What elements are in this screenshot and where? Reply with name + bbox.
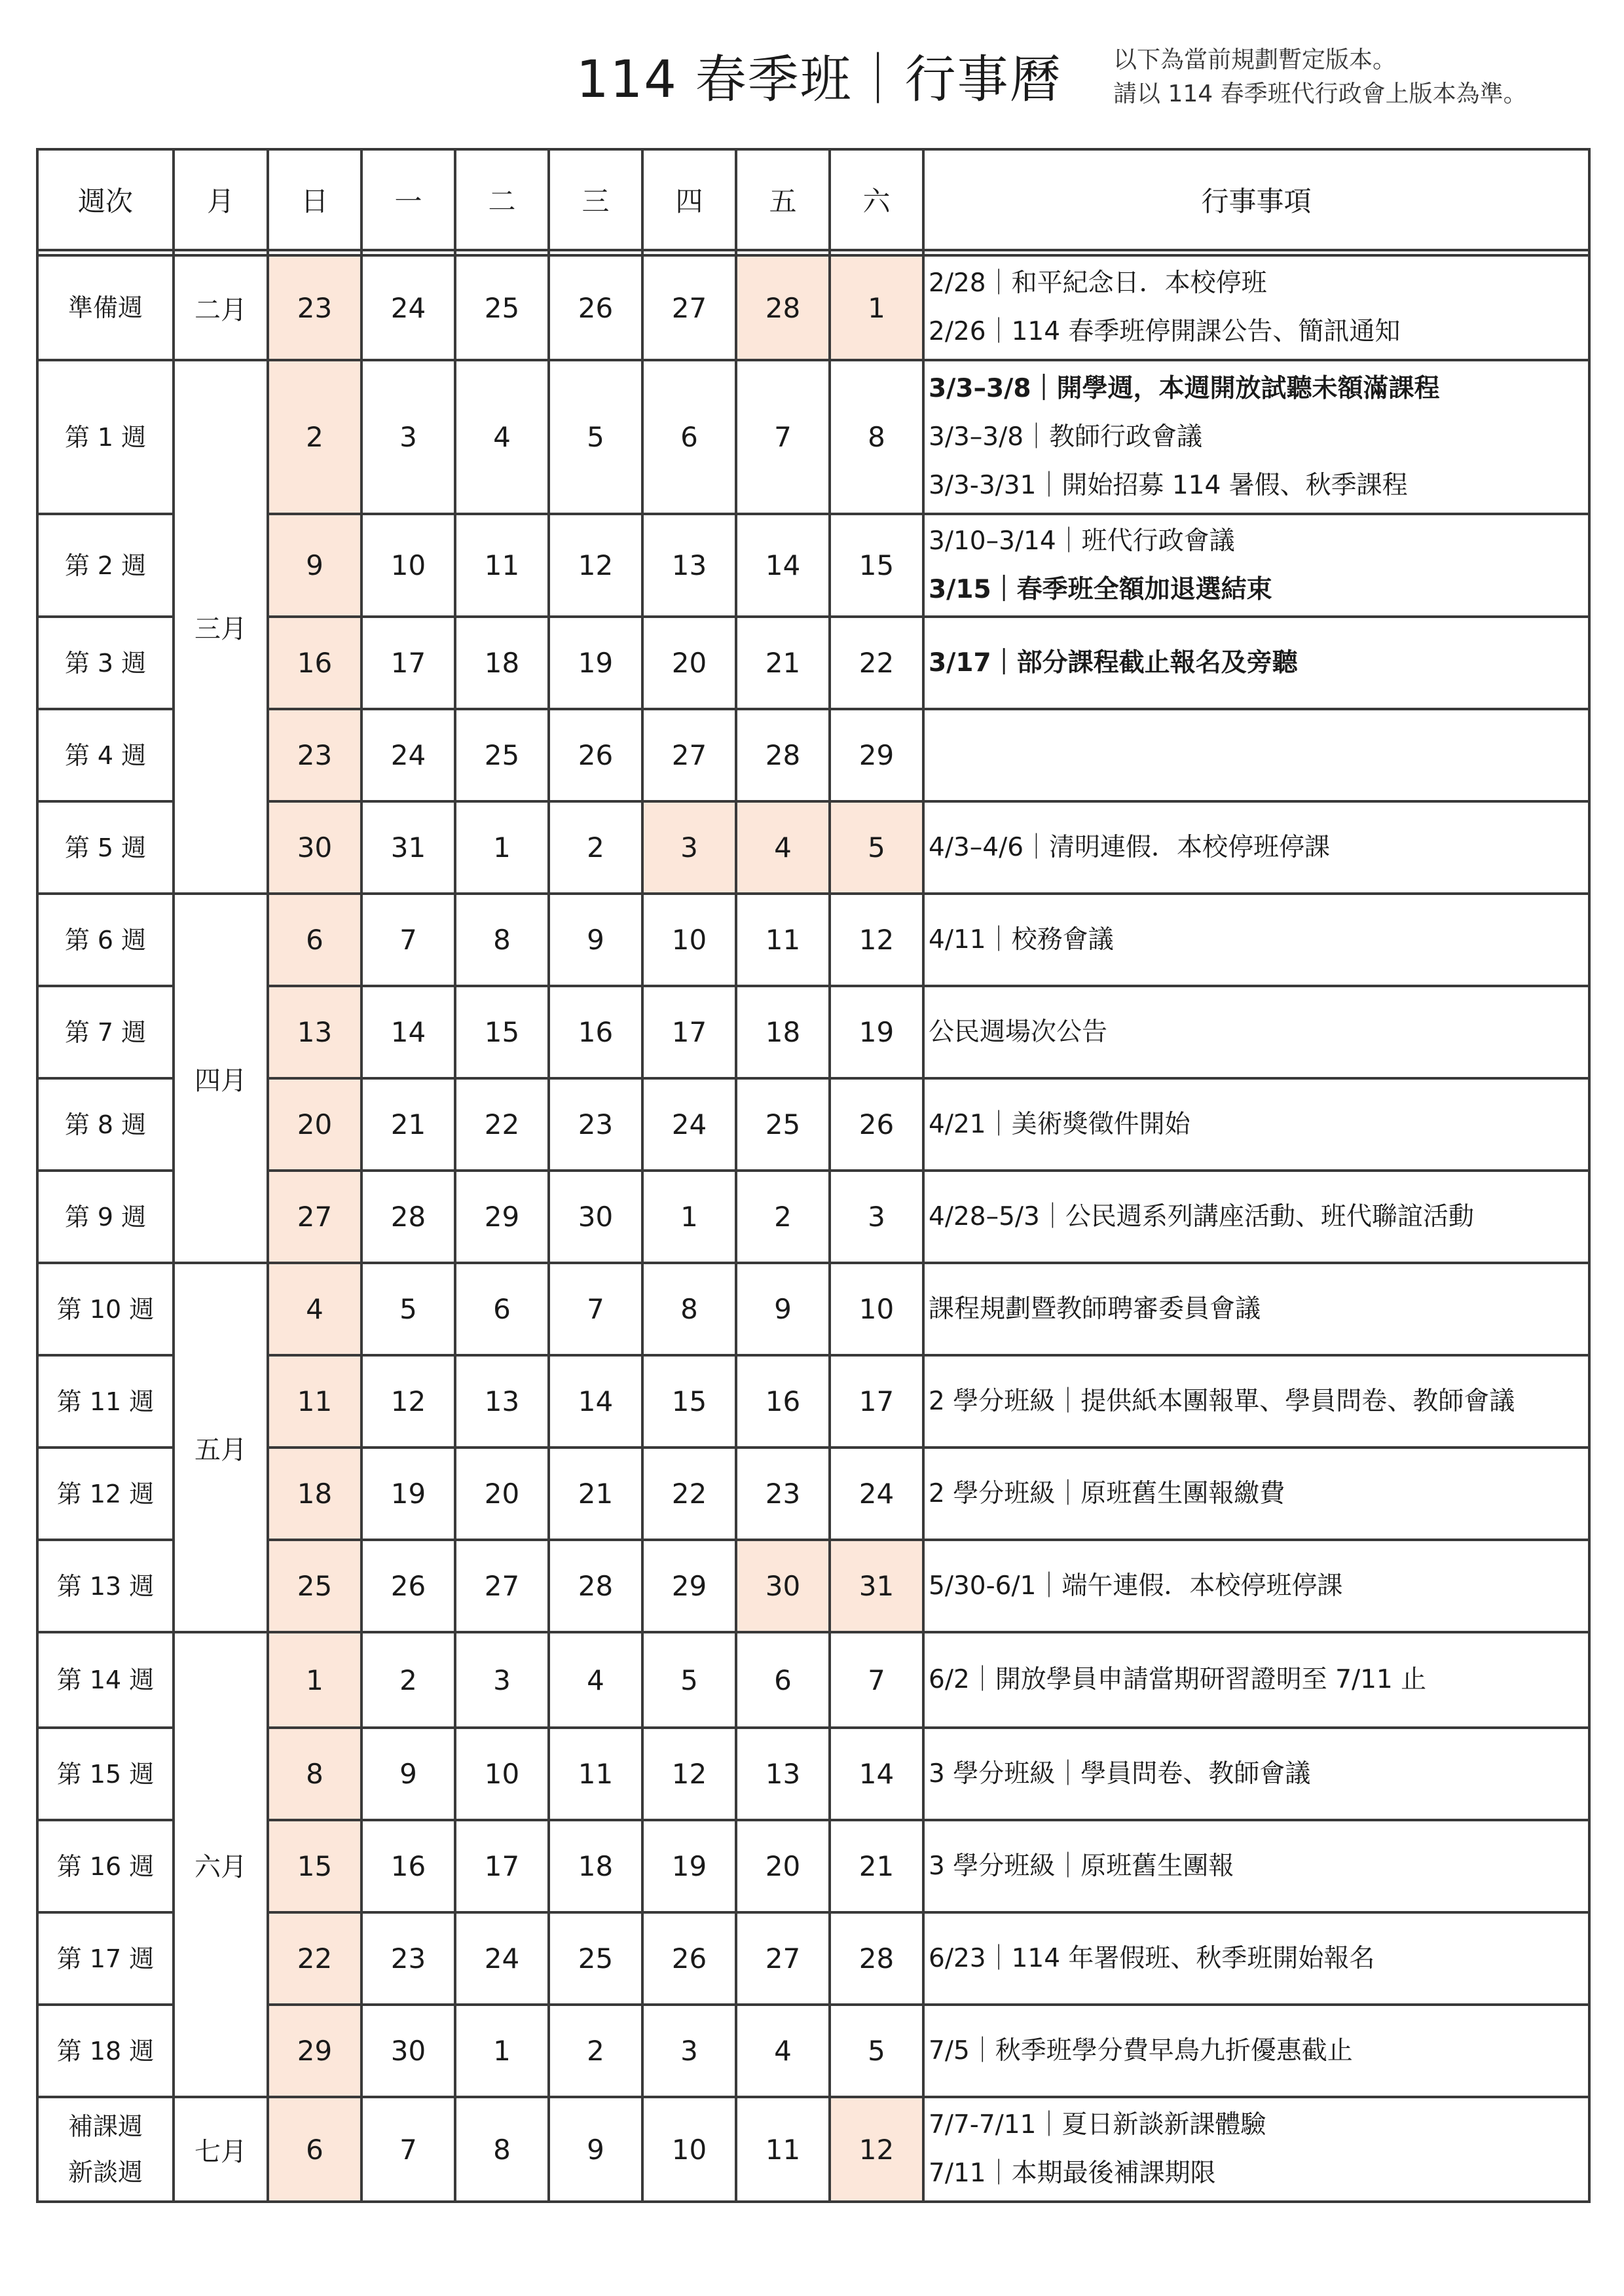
column-header: 四 xyxy=(642,149,736,250)
events-cell xyxy=(923,1078,1589,1171)
week-cell xyxy=(37,255,174,360)
event-item: 2/28｜和平紀念日．本校停班 xyxy=(929,268,1267,298)
day-cell: 4 xyxy=(455,360,549,514)
day-cell: 1 xyxy=(455,801,549,894)
week-label: 第 4 週 xyxy=(64,740,147,770)
week-label: 第 6 週 xyxy=(64,925,147,955)
day-cell: 29 xyxy=(268,2005,361,2097)
table-row xyxy=(37,1820,1589,1912)
event-item: 4/3–4/6｜清明連假．本校停班停課 xyxy=(929,832,1331,862)
column-header: 行事事項 xyxy=(923,149,1589,250)
day-cell: 1 xyxy=(642,1171,736,1263)
day-cell: 11 xyxy=(268,1355,361,1448)
table-row xyxy=(37,1632,1589,1728)
table-row xyxy=(37,360,1589,514)
events-cell xyxy=(923,1540,1589,1632)
day-cell: 26 xyxy=(549,709,642,801)
event-item: 3/3-3/31｜開始招募 114 暑假、秋季課程 xyxy=(929,470,1408,500)
event-item: 4/28–5/3｜公民週系列講座活動、班代聯誼活動 xyxy=(929,1201,1474,1231)
day-cell: 6 xyxy=(268,894,361,986)
table-row xyxy=(37,1728,1589,1820)
day-cell: 9 xyxy=(549,894,642,986)
day-cell: 5 xyxy=(549,360,642,514)
day-cell: 25 xyxy=(455,709,549,801)
table-row xyxy=(37,986,1589,1078)
week-cell xyxy=(37,986,174,1078)
day-cell: 8 xyxy=(455,894,549,986)
events-cell xyxy=(923,1820,1589,1912)
events-cell xyxy=(923,1728,1589,1820)
day-cell: 27 xyxy=(642,709,736,801)
table-row xyxy=(37,1263,1589,1355)
week-cell xyxy=(37,1263,174,1355)
day-cell: 8 xyxy=(642,1263,736,1355)
table-row xyxy=(37,255,1589,360)
day-cell: 23 xyxy=(549,1078,642,1171)
week-label: 第 3 週 xyxy=(64,648,147,678)
column-header: 三 xyxy=(549,149,642,250)
week-cell xyxy=(37,1171,174,1263)
day-cell: 16 xyxy=(361,1820,455,1912)
day-cell: 1 xyxy=(830,255,923,360)
week-cell xyxy=(37,1448,174,1540)
events-cell xyxy=(923,2005,1589,2097)
events-cell xyxy=(923,1448,1589,1540)
day-cell: 15 xyxy=(455,986,549,1078)
week-label: 第 11 週 xyxy=(56,1387,155,1416)
day-cell: 24 xyxy=(642,1078,736,1171)
day-cell: 21 xyxy=(549,1448,642,1540)
event-item: 公民週場次公告 xyxy=(929,1017,1108,1047)
day-cell: 2 xyxy=(549,801,642,894)
table-row xyxy=(37,1078,1589,1171)
week-cell xyxy=(37,2097,174,2202)
event-item: 課程規劃暨教師聘審委員會議 xyxy=(929,1294,1261,1324)
week-label: 補課週 xyxy=(67,2112,143,2141)
table-row xyxy=(37,1448,1589,1540)
day-cell: 4 xyxy=(549,1632,642,1728)
day-cell: 28 xyxy=(361,1171,455,1263)
table-row xyxy=(37,514,1589,617)
day-cell: 25 xyxy=(455,255,549,360)
day-cell: 27 xyxy=(455,1540,549,1632)
day-cell: 27 xyxy=(736,1912,830,2005)
day-cell: 1 xyxy=(268,1632,361,1728)
day-cell: 7 xyxy=(830,1632,923,1728)
column-header: 週次 xyxy=(37,149,174,250)
month-cell: 三月 xyxy=(174,360,268,894)
day-cell: 24 xyxy=(830,1448,923,1540)
day-cell: 8 xyxy=(268,1728,361,1820)
events-cell xyxy=(923,1912,1589,2005)
event-item: 3 學分班級｜學員問卷、教師會議 xyxy=(929,1758,1311,1789)
month-cell: 七月 xyxy=(174,2097,268,2202)
week-label: 準備週 xyxy=(67,293,143,322)
column-header: 六 xyxy=(830,149,923,250)
day-cell: 9 xyxy=(736,1263,830,1355)
day-cell: 15 xyxy=(642,1355,736,1448)
day-cell: 7 xyxy=(549,1263,642,1355)
events-cell xyxy=(923,617,1589,709)
week-cell xyxy=(37,709,174,801)
header-row xyxy=(37,149,1589,250)
week-label: 第 7 週 xyxy=(64,1017,147,1047)
week-label: 第 18 週 xyxy=(56,2036,155,2066)
day-cell: 10 xyxy=(642,894,736,986)
week-label: 第 13 週 xyxy=(56,1571,155,1601)
events-cell xyxy=(923,709,1589,801)
day-cell: 3 xyxy=(455,1632,549,1728)
event-item: 4/21｜美術獎徵件開始 xyxy=(929,1109,1190,1139)
day-cell: 27 xyxy=(642,255,736,360)
day-cell: 19 xyxy=(830,986,923,1078)
day-cell: 1 xyxy=(455,2005,549,2097)
day-cell: 13 xyxy=(642,514,736,617)
day-cell: 3 xyxy=(642,801,736,894)
table-row xyxy=(37,1540,1589,1632)
day-cell: 24 xyxy=(361,255,455,360)
table-row xyxy=(37,1171,1589,1263)
version-note-line-1: 以下為當前規劃暫定版本。 xyxy=(1113,46,1397,73)
day-cell: 31 xyxy=(361,801,455,894)
day-cell: 8 xyxy=(830,360,923,514)
day-cell: 28 xyxy=(549,1540,642,1632)
week-label: 第 12 週 xyxy=(56,1479,155,1508)
day-cell: 14 xyxy=(549,1355,642,1448)
day-cell: 10 xyxy=(642,2097,736,2202)
day-cell: 15 xyxy=(830,514,923,617)
day-cell: 12 xyxy=(642,1728,736,1820)
day-cell: 10 xyxy=(830,1263,923,1355)
event-item: 3/3–3/8｜教師行政會議 xyxy=(929,422,1203,452)
day-cell: 5 xyxy=(361,1263,455,1355)
day-cell: 9 xyxy=(268,514,361,617)
version-note xyxy=(1113,43,1527,111)
day-cell: 6 xyxy=(268,2097,361,2202)
events-cell xyxy=(923,986,1589,1078)
day-cell: 26 xyxy=(361,1540,455,1632)
day-cell: 16 xyxy=(736,1355,830,1448)
day-cell: 5 xyxy=(830,801,923,894)
event-item: 3/10–3/14｜班代行政會議 xyxy=(929,526,1235,556)
day-cell: 10 xyxy=(455,1728,549,1820)
column-header: 二 xyxy=(455,149,549,250)
day-cell: 6 xyxy=(455,1263,549,1355)
day-cell: 7 xyxy=(736,360,830,514)
day-cell: 6 xyxy=(642,360,736,514)
week-label: 第 2 週 xyxy=(64,551,147,580)
event-item: 7/11｜本期最後補課期限 xyxy=(929,2159,1216,2188)
month-cell: 五月 xyxy=(174,1263,268,1632)
day-cell: 20 xyxy=(455,1448,549,1540)
event-item: 2 學分班級｜原班舊生團報繳費 xyxy=(929,1478,1285,1508)
day-cell: 31 xyxy=(830,1540,923,1632)
day-cell: 21 xyxy=(736,617,830,709)
day-cell: 11 xyxy=(455,514,549,617)
day-cell: 11 xyxy=(736,2097,830,2202)
column-header: 五 xyxy=(736,149,830,250)
day-cell: 29 xyxy=(830,709,923,801)
event-item: 6/23｜114 年署假班、秋季班開始報名 xyxy=(929,1943,1375,1973)
day-cell: 3 xyxy=(830,1171,923,1263)
day-cell: 20 xyxy=(268,1078,361,1171)
day-cell: 16 xyxy=(549,986,642,1078)
event-item: 2 學分班級｜提供紙本團報單、學員問卷、教師會議 xyxy=(929,1386,1515,1416)
table-row xyxy=(37,801,1589,894)
day-cell: 16 xyxy=(268,617,361,709)
day-cell: 18 xyxy=(549,1820,642,1912)
table-row xyxy=(37,2005,1589,2097)
day-cell: 29 xyxy=(455,1171,549,1263)
day-cell: 17 xyxy=(455,1820,549,1912)
week-label: 第 8 週 xyxy=(64,1110,147,1139)
day-cell: 27 xyxy=(268,1171,361,1263)
day-cell: 30 xyxy=(736,1540,830,1632)
day-cell: 28 xyxy=(736,255,830,360)
day-cell: 24 xyxy=(361,709,455,801)
day-cell: 5 xyxy=(830,2005,923,2097)
event-item: 3/3–3/8｜開學週，本週開放試聽未額滿課程 xyxy=(929,373,1440,403)
day-cell: 18 xyxy=(455,617,549,709)
day-cell: 2 xyxy=(736,1171,830,1263)
day-cell: 18 xyxy=(736,986,830,1078)
column-header: 日 xyxy=(268,149,361,250)
day-cell: 18 xyxy=(268,1448,361,1540)
events-cell xyxy=(923,2097,1589,2202)
week-cell xyxy=(37,1728,174,1820)
event-item: 3 學分班級｜原班舊生團報 xyxy=(929,1851,1234,1881)
month-cell: 二月 xyxy=(174,255,268,360)
day-cell: 30 xyxy=(268,801,361,894)
week-cell xyxy=(37,2005,174,2097)
day-cell: 22 xyxy=(455,1078,549,1171)
day-cell: 24 xyxy=(455,1912,549,2005)
table-row xyxy=(37,1355,1589,1448)
day-cell: 17 xyxy=(361,617,455,709)
day-cell: 10 xyxy=(361,514,455,617)
table-row xyxy=(37,709,1589,801)
day-cell: 26 xyxy=(549,255,642,360)
events-cell xyxy=(923,1355,1589,1448)
day-cell: 22 xyxy=(642,1448,736,1540)
day-cell: 6 xyxy=(736,1632,830,1728)
day-cell: 12 xyxy=(361,1355,455,1448)
event-item: 3/15｜春季班全額加退選結束 xyxy=(929,574,1272,604)
day-cell: 20 xyxy=(642,617,736,709)
day-cell: 23 xyxy=(268,255,361,360)
day-cell: 21 xyxy=(361,1078,455,1171)
day-cell: 28 xyxy=(736,709,830,801)
day-cell: 15 xyxy=(268,1820,361,1912)
day-cell: 4 xyxy=(736,801,830,894)
week-cell xyxy=(37,360,174,514)
week-cell xyxy=(37,1632,174,1728)
event-item: 2/26｜114 春季班停開課公告、簡訊通知 xyxy=(929,317,1401,346)
day-cell: 17 xyxy=(642,986,736,1078)
week-cell xyxy=(37,1820,174,1912)
events-cell xyxy=(923,894,1589,986)
day-cell: 7 xyxy=(361,894,455,986)
table-row xyxy=(37,617,1589,709)
day-cell: 21 xyxy=(830,1820,923,1912)
day-cell: 22 xyxy=(268,1912,361,2005)
week-label: 第 15 週 xyxy=(56,1759,155,1789)
page-title: 114 春季班｜行事曆 xyxy=(576,50,1062,109)
header-spacer xyxy=(37,250,1589,255)
column-header: 月 xyxy=(174,149,268,250)
day-cell: 25 xyxy=(549,1912,642,2005)
event-item: 5/30-6/1｜端午連假．本校停班停課 xyxy=(929,1571,1343,1601)
day-cell: 23 xyxy=(361,1912,455,2005)
event-item: 3/17｜部分課程截止報名及旁聽 xyxy=(929,647,1298,678)
day-cell: 14 xyxy=(736,514,830,617)
week-label: 第 14 週 xyxy=(56,1666,155,1694)
table-row xyxy=(37,1912,1589,2005)
events-cell xyxy=(923,255,1589,360)
events-cell xyxy=(923,1263,1589,1355)
week-label: 第 10 週 xyxy=(56,1294,155,1324)
day-cell: 28 xyxy=(830,1912,923,2005)
day-cell: 2 xyxy=(268,360,361,514)
calendar-table xyxy=(36,148,1591,2203)
week-cell xyxy=(37,894,174,986)
event-item: 6/2｜開放學員申請當期研習證明至 7/11 止 xyxy=(929,1665,1427,1694)
version-note-line-2: 請以 114 春季班代行政會上版本為準。 xyxy=(1113,81,1527,107)
day-cell: 8 xyxy=(455,2097,549,2202)
day-cell: 14 xyxy=(361,986,455,1078)
week-label: 第 1 週 xyxy=(64,422,147,452)
day-cell: 2 xyxy=(549,2005,642,2097)
day-cell: 12 xyxy=(830,2097,923,2202)
week-cell xyxy=(37,1540,174,1632)
day-cell: 30 xyxy=(361,2005,455,2097)
week-cell xyxy=(37,514,174,617)
table-row xyxy=(37,2097,1589,2202)
day-cell: 25 xyxy=(268,1540,361,1632)
day-cell: 22 xyxy=(830,617,923,709)
week-label: 新談週 xyxy=(67,2158,143,2187)
day-cell: 17 xyxy=(830,1355,923,1448)
day-cell: 12 xyxy=(549,514,642,617)
day-cell: 19 xyxy=(549,617,642,709)
month-cell: 四月 xyxy=(174,894,268,1263)
week-cell xyxy=(37,617,174,709)
event-item: 7/7-7/11｜夏日新談新課體驗 xyxy=(929,2110,1266,2140)
day-cell: 14 xyxy=(830,1728,923,1820)
event-item: 4/11｜校務會議 xyxy=(929,924,1114,955)
day-cell: 13 xyxy=(455,1355,549,1448)
month-cell: 六月 xyxy=(174,1632,268,2097)
events-cell xyxy=(923,801,1589,894)
day-cell: 29 xyxy=(642,1540,736,1632)
day-cell: 19 xyxy=(642,1820,736,1912)
events-cell xyxy=(923,1171,1589,1263)
day-cell: 4 xyxy=(268,1263,361,1355)
column-header: 一 xyxy=(361,149,455,250)
week-cell xyxy=(37,1078,174,1171)
week-label: 第 16 週 xyxy=(56,1851,155,1881)
event-item: 7/5｜秋季班學分費早鳥九折優惠截止 xyxy=(929,2035,1353,2066)
day-cell: 13 xyxy=(268,986,361,1078)
day-cell: 2 xyxy=(361,1632,455,1728)
day-cell: 11 xyxy=(736,894,830,986)
day-cell: 20 xyxy=(736,1820,830,1912)
day-cell: 4 xyxy=(736,2005,830,2097)
day-cell: 9 xyxy=(549,2097,642,2202)
day-cell: 26 xyxy=(830,1078,923,1171)
day-cell: 9 xyxy=(361,1728,455,1820)
week-cell xyxy=(37,1912,174,2005)
day-cell: 11 xyxy=(549,1728,642,1820)
week-label: 第 9 週 xyxy=(64,1202,147,1231)
events-cell xyxy=(923,1632,1589,1728)
week-label: 第 5 週 xyxy=(64,833,147,862)
events-cell xyxy=(923,360,1589,514)
week-label: 第 17 週 xyxy=(56,1944,155,1973)
day-cell: 13 xyxy=(736,1728,830,1820)
day-cell: 5 xyxy=(642,1632,736,1728)
day-cell: 7 xyxy=(361,2097,455,2202)
day-cell: 25 xyxy=(736,1078,830,1171)
day-cell: 23 xyxy=(736,1448,830,1540)
day-cell: 3 xyxy=(361,360,455,514)
events-cell xyxy=(923,514,1589,617)
day-cell: 19 xyxy=(361,1448,455,1540)
table-row xyxy=(37,894,1589,986)
day-cell: 26 xyxy=(642,1912,736,2005)
day-cell: 30 xyxy=(549,1171,642,1263)
day-cell: 12 xyxy=(830,894,923,986)
day-cell: 23 xyxy=(268,709,361,801)
week-cell xyxy=(37,1355,174,1448)
day-cell: 3 xyxy=(642,2005,736,2097)
week-cell xyxy=(37,801,174,894)
